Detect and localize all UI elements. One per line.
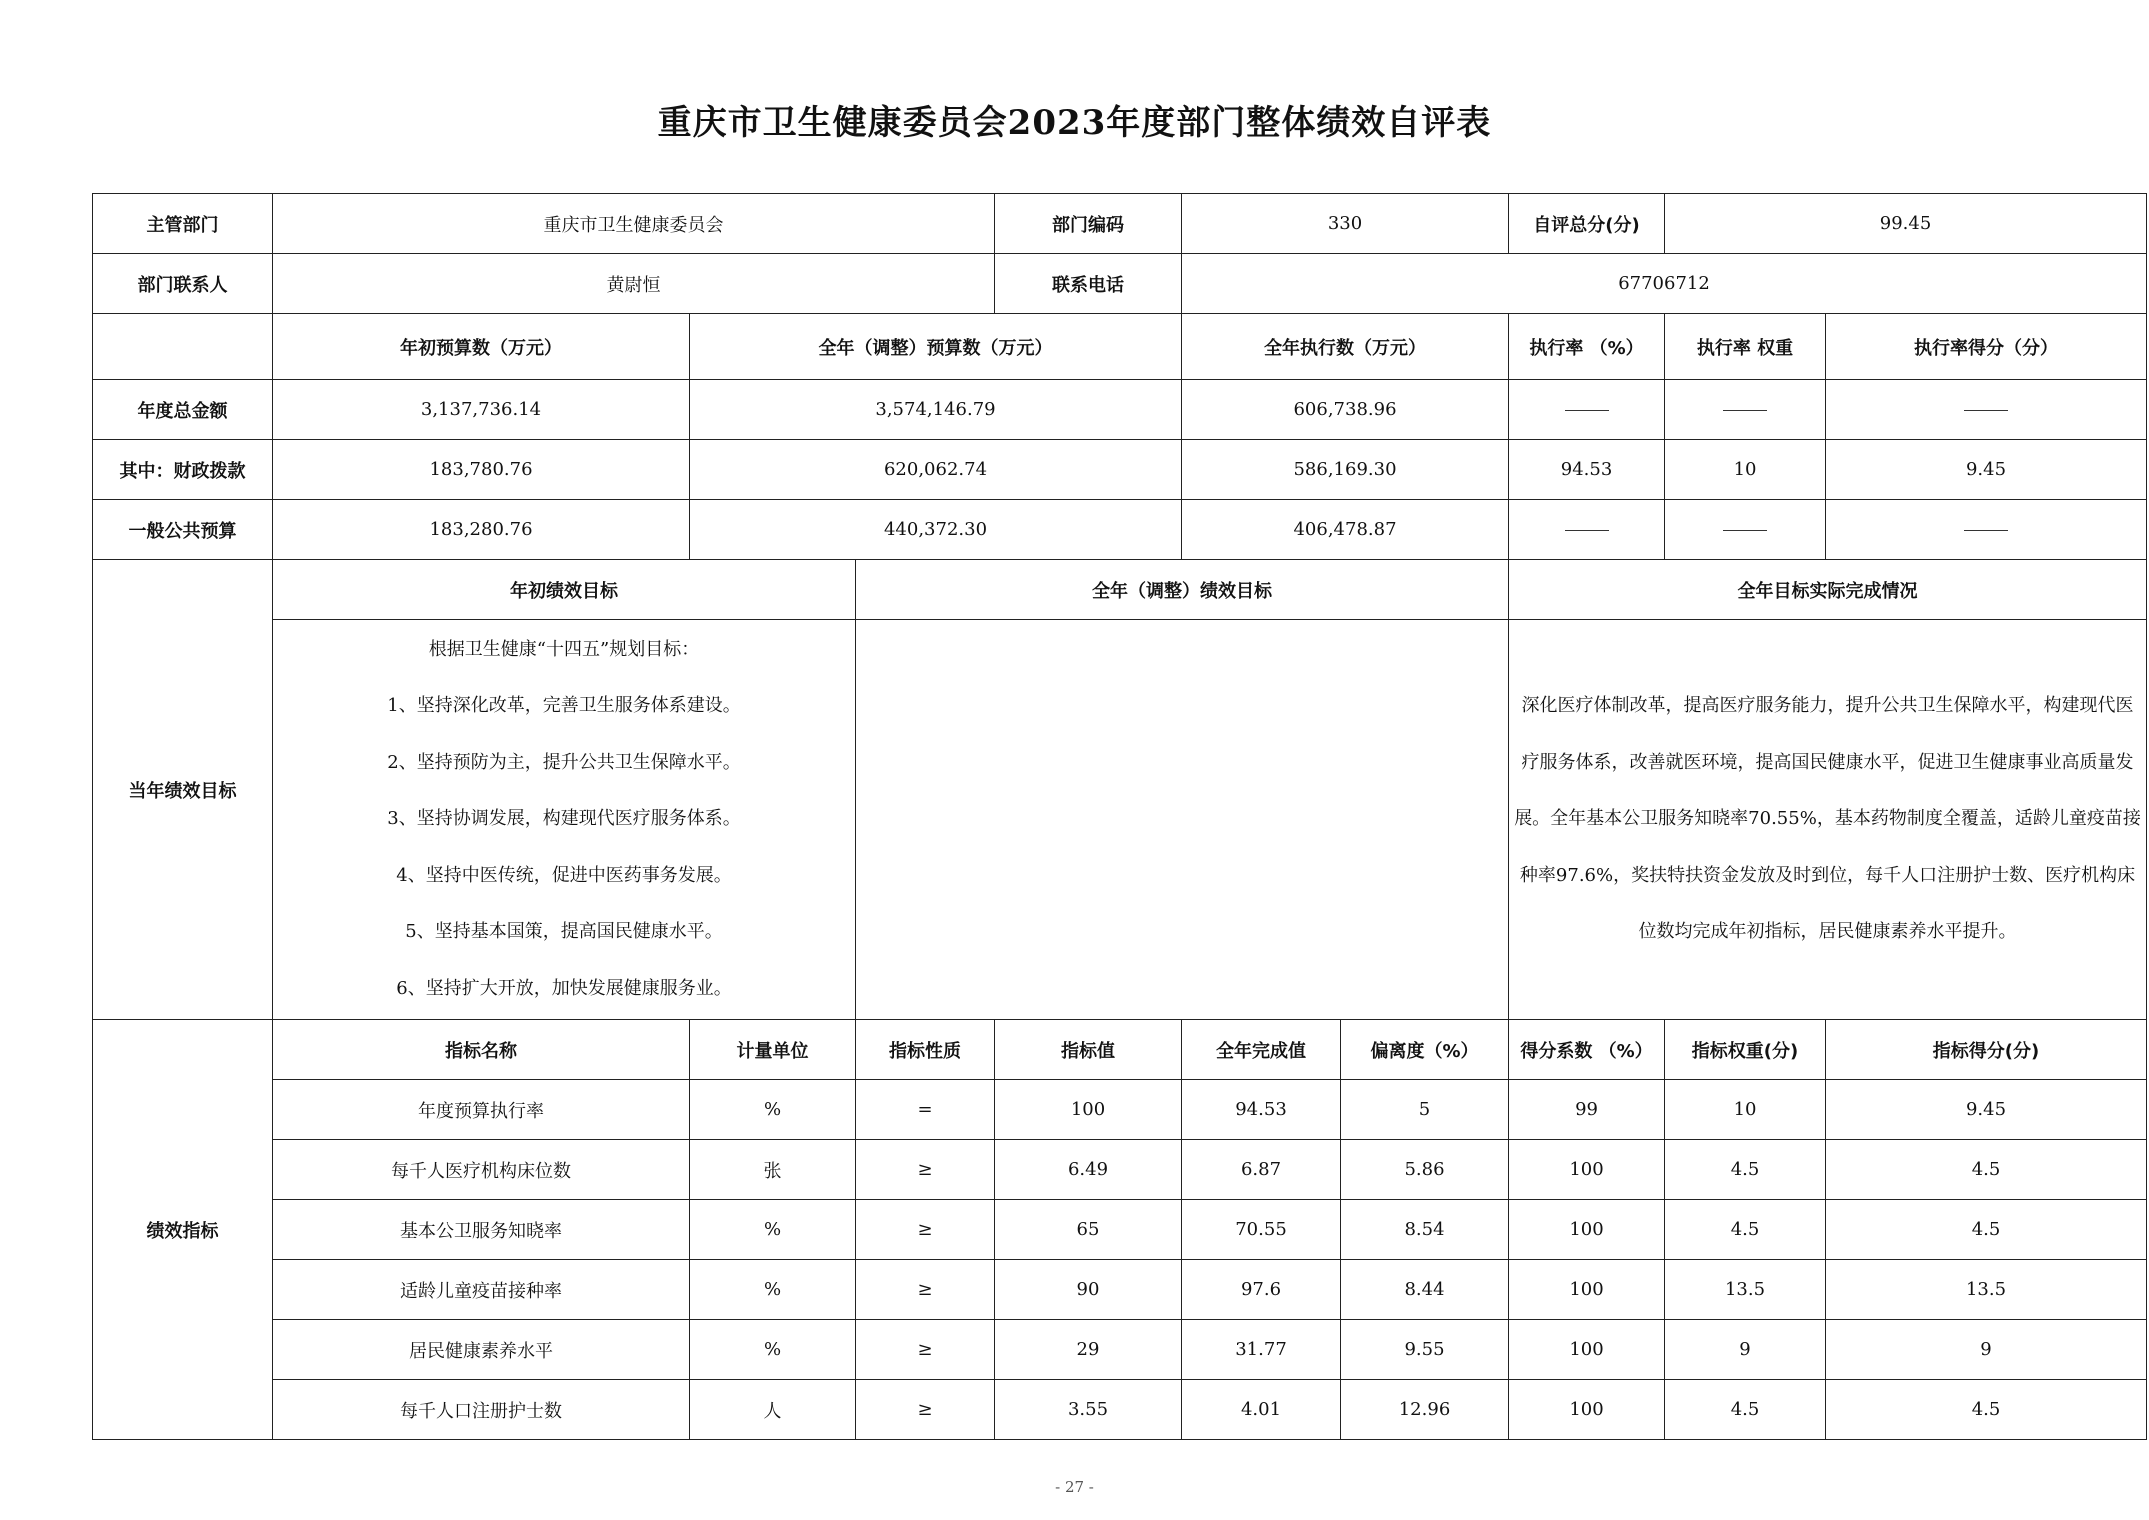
goals-initial-content <box>273 620 856 1020</box>
indicator-unit: % <box>690 1260 856 1320</box>
empty-dash <box>1723 530 1767 531</box>
indicator-target: 100 <box>995 1080 1182 1140</box>
budget-header-row <box>93 314 2147 380</box>
budget-rate-value <box>1509 500 1665 560</box>
empty-dash <box>1723 410 1767 411</box>
indicator-score: 9.45 <box>1826 1080 2147 1140</box>
header-row-contact <box>93 254 2147 314</box>
budget-corner <box>93 314 273 380</box>
code-label: 部门编码 <box>995 194 1182 254</box>
indicator-row <box>93 1200 2147 1260</box>
indicator-actual-header: 全年完成值 <box>1182 1020 1341 1080</box>
budget-adjusted-header: 全年（调整）预算数（万元） <box>690 314 1182 380</box>
budget-row <box>93 500 2147 560</box>
dept-label: 主管部门 <box>93 194 273 254</box>
indicator-coef: 100 <box>1509 1380 1665 1440</box>
indicator-weight: 13.5 <box>1665 1260 1826 1320</box>
indicator-nature: ≥ <box>856 1260 995 1320</box>
indicator-weight: 4.5 <box>1665 1380 1826 1440</box>
budget-rate-value <box>1509 380 1665 440</box>
goals-body-row <box>93 620 2147 1020</box>
goal-line: 4、坚持中医传统，促进中医药事务发展。 <box>396 864 732 886</box>
score-label: 自评总分(分) <box>1509 194 1665 254</box>
budget-adjusted-value: 440,372.30 <box>690 500 1182 560</box>
budget-initial-value: 3,137,736.14 <box>273 380 690 440</box>
budget-adjusted-value: 3,574,146.79 <box>690 380 1182 440</box>
goal-line: 6、坚持扩大开放，加快发展健康服务业。 <box>396 977 732 999</box>
indicator-weight-header: 指标权重(分) <box>1665 1020 1826 1080</box>
indicator-coef-header: 得分系数 （%） <box>1509 1020 1665 1080</box>
indicator-score: 13.5 <box>1826 1260 2147 1320</box>
indicator-deviation: 8.44 <box>1341 1260 1509 1320</box>
budget-executed-value: 606,738.96 <box>1182 380 1509 440</box>
empty-dash <box>1565 530 1609 531</box>
indicator-header-row <box>93 1020 2147 1080</box>
indicator-unit: 人 <box>690 1380 856 1440</box>
page-title: 重庆市卫生健康委员会2023年度部门整体绩效自评表 <box>657 103 1492 143</box>
goals-initial-header: 年初绩效目标 <box>273 560 856 620</box>
budget-initial-value: 183,280.76 <box>273 500 690 560</box>
indicator-coef: 100 <box>1509 1320 1665 1380</box>
indicator-name: 每千人口注册护士数 <box>273 1380 690 1440</box>
indicator-actual: 94.53 <box>1182 1080 1341 1140</box>
indicator-target-header: 指标值 <box>995 1020 1182 1080</box>
contact-label: 部门联系人 <box>93 254 273 314</box>
indicator-target: 6.49 <box>995 1140 1182 1200</box>
indicator-score: 4.5 <box>1826 1140 2147 1200</box>
budget-executed-value: 586,169.30 <box>1182 440 1509 500</box>
indicator-row <box>93 1380 2147 1440</box>
indicator-coef: 100 <box>1509 1200 1665 1260</box>
budget-rate-value: 94.53 <box>1509 440 1665 500</box>
goal-line: 根据卫生健康“十四五”规划目标： <box>428 638 700 660</box>
indicator-target: 65 <box>995 1200 1182 1260</box>
indicator-nature-header: 指标性质 <box>856 1020 995 1080</box>
goals-actual-header: 全年目标实际完成情况 <box>1509 560 2147 620</box>
budget-executed-header: 全年执行数（万元） <box>1182 314 1509 380</box>
code-value: 330 <box>1182 194 1509 254</box>
budget-executed-value: 406,478.87 <box>1182 500 1509 560</box>
indicator-score: 9 <box>1826 1320 2147 1380</box>
budget-row <box>93 380 2147 440</box>
budget-row-label: 一般公共预算 <box>93 500 273 560</box>
indicator-deviation: 12.96 <box>1341 1380 1509 1440</box>
budget-initial-value: 183,780.76 <box>273 440 690 500</box>
indicator-unit: % <box>690 1080 856 1140</box>
page-number: - 27 - <box>1055 1478 1094 1496</box>
indicator-coef: 99 <box>1509 1080 1665 1140</box>
indicator-deviation: 8.54 <box>1341 1200 1509 1260</box>
indicator-weight: 4.5 <box>1665 1200 1826 1260</box>
goal-line: 3、坚持协调发展，构建现代医疗服务体系。 <box>387 808 741 830</box>
phone-label: 联系电话 <box>995 254 1182 314</box>
indicator-name: 适龄儿童疫苗接种率 <box>273 1260 690 1320</box>
indicator-name: 基本公卫服务知晓率 <box>273 1200 690 1260</box>
indicator-score: 4.5 <box>1826 1200 2147 1260</box>
indicator-nature: ≥ <box>856 1200 995 1260</box>
goals-adjusted-content <box>856 620 1509 1020</box>
indicator-deviation: 5 <box>1341 1080 1509 1140</box>
goals-section-label: 当年绩效目标 <box>93 560 273 1020</box>
goal-line: 1、坚持深化改革，完善卫生服务体系建设。 <box>387 695 741 717</box>
indicator-unit: % <box>690 1200 856 1260</box>
budget-score-header: 执行率得分（分） <box>1826 314 2147 380</box>
indicator-nature: ≥ <box>856 1320 995 1380</box>
budget-score-value <box>1826 500 2147 560</box>
indicator-name-header: 指标名称 <box>273 1020 690 1080</box>
indicator-unit-header: 计量单位 <box>690 1020 856 1080</box>
score-value: 99.45 <box>1665 194 2147 254</box>
indicator-name: 居民健康素养水平 <box>273 1320 690 1380</box>
indicator-name: 年度预算执行率 <box>273 1080 690 1140</box>
indicator-score-header: 指标得分(分) <box>1826 1020 2147 1080</box>
indicator-unit: 张 <box>690 1140 856 1200</box>
goals-header-row <box>93 560 2147 620</box>
indicator-actual: 97.6 <box>1182 1260 1341 1320</box>
empty-dash <box>1964 530 2008 531</box>
dept-value: 重庆市卫生健康委员会 <box>273 194 995 254</box>
indicators-section-label: 绩效指标 <box>93 1020 273 1440</box>
indicator-actual: 31.77 <box>1182 1320 1341 1380</box>
indicator-actual: 70.55 <box>1182 1200 1341 1260</box>
empty-dash <box>1964 410 2008 411</box>
budget-initial-header: 年初预算数（万元） <box>273 314 690 380</box>
indicator-nature: = <box>856 1080 995 1140</box>
indicator-target: 3.55 <box>995 1380 1182 1440</box>
budget-score-value <box>1826 380 2147 440</box>
indicator-unit: % <box>690 1320 856 1380</box>
performance-table <box>92 193 2147 1440</box>
indicator-deviation: 9.55 <box>1341 1320 1509 1380</box>
goals-adjusted-header: 全年（调整）绩效目标 <box>856 560 1509 620</box>
indicator-coef: 100 <box>1509 1140 1665 1200</box>
header-row-dept <box>93 194 2147 254</box>
empty-dash <box>1565 410 1609 411</box>
goals-actual-text: 深化医疗体制改革，提高医疗服务能力，提升公共卫生保障水平，构建现代医疗服务体系，改善就医环境，提高国民健康水平，促进卫生健康事业高质量发展。全年基本公卫服务知晓率70.55%，基本药物制度全覆盖，适龄儿童疫苗接种率97.6%，奖扶特扶资金发放及时到位，每千人口注册护士数、医疗机构床位数均完成年初指标，居民健康素养水平提升。 <box>1514 695 2141 943</box>
indicator-nature: ≥ <box>856 1380 995 1440</box>
indicator-deviation-header: 偏离度（%） <box>1341 1020 1509 1080</box>
budget-weight-value: 10 <box>1665 440 1826 500</box>
indicator-row <box>93 1080 2147 1140</box>
indicator-deviation: 5.86 <box>1341 1140 1509 1200</box>
indicator-target: 90 <box>995 1260 1182 1320</box>
budget-adjusted-value: 620,062.74 <box>690 440 1182 500</box>
indicator-score: 4.5 <box>1826 1380 2147 1440</box>
indicator-weight: 10 <box>1665 1080 1826 1140</box>
indicator-coef: 100 <box>1509 1260 1665 1320</box>
phone-value: 67706712 <box>1182 254 2147 314</box>
indicator-actual: 4.01 <box>1182 1380 1341 1440</box>
budget-weight-value <box>1665 380 1826 440</box>
indicator-target: 29 <box>995 1320 1182 1380</box>
indicator-row <box>93 1140 2147 1200</box>
indicator-row <box>93 1320 2147 1380</box>
budget-row-label: 其中：财政拨款 <box>93 440 273 500</box>
indicator-name: 每千人医疗机构床位数 <box>273 1140 690 1200</box>
budget-weight-value <box>1665 500 1826 560</box>
indicator-nature: ≥ <box>856 1140 995 1200</box>
budget-weight-header: 执行率 权重 <box>1665 314 1826 380</box>
budget-score-value: 9.45 <box>1826 440 2147 500</box>
indicator-row <box>93 1260 2147 1320</box>
budget-row-label: 年度总金额 <box>93 380 273 440</box>
budget-rate-header: 执行率 （%） <box>1509 314 1665 380</box>
indicator-actual: 6.87 <box>1182 1140 1341 1200</box>
goal-line: 2、坚持预防为主，提升公共卫生保障水平。 <box>387 751 741 773</box>
contact-value: 黄尉恒 <box>273 254 995 314</box>
indicator-weight: 9 <box>1665 1320 1826 1380</box>
indicator-weight: 4.5 <box>1665 1140 1826 1200</box>
budget-row <box>93 440 2147 500</box>
goals-actual-content <box>1509 620 2147 1020</box>
goal-line: 5、坚持基本国策，提高国民健康水平。 <box>405 921 723 943</box>
